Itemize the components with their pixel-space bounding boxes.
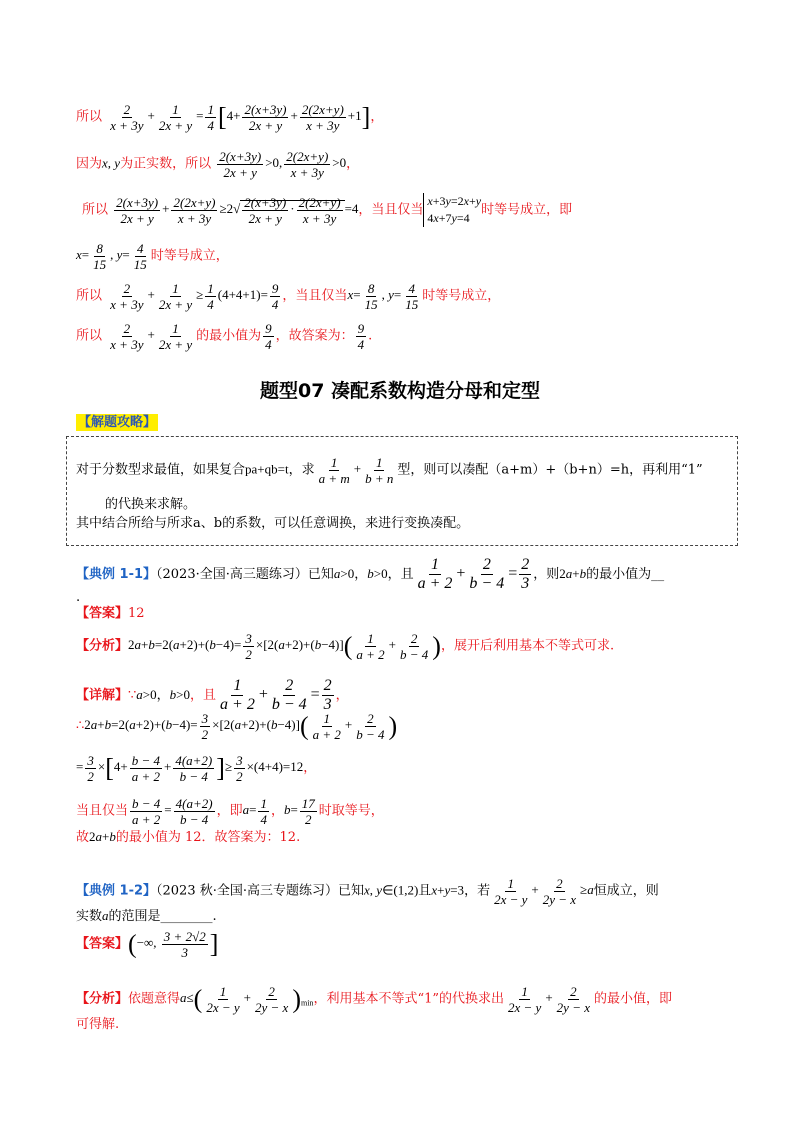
- example-1-2-answer: 【答案】(−∞, $\frac{3 + 2√2}{3}$ ]: [76, 929, 219, 960]
- line-6: 所以 $\frac{2}{x + 3y}$ + $\frac{1}{2x + y}$ 的最小值为 $\frac{9}{4}$ ，故答案为： $\frac{9}{4}$ .: [76, 321, 373, 352]
- line-3: 所以 $\frac{2(x+3y)}{2x + y}$ + $\frac{2(2x+y)}{x + 3y}$ ≥2√ $\frac{2(x+3y)}{2x + y}$ · $\frac{2(2x+y)}{x + 3y}$ =4，当且仅当x+3y=2x+y 4x+7y=4时等号成立，即: [82, 194, 573, 226]
- example-1-2-analysis: 【分析】依题意得a≤( $\frac{1}{2x - y}$ + $\frac{2}{2y - x}$ )$_{min}$，利用基本不等式“1”的代换求出 $\frac{1}{2x - y}$ + $\frac{2}{2y - x}$ 的最小值，即: [76, 984, 672, 1015]
- example-1-1-detail: 【详解】∵a>0，b>0，且 $\frac{1}{a + 2}$ + $\frac{2}{b - 4}$ = $\frac{2}{3}$ ，: [76, 677, 349, 713]
- example-1-1-final: 故2a+b的最小值为 12．故答案为：12.: [76, 829, 301, 845]
- formula-1: $\frac{2}{x + 3y}$ + $\frac{1}{2x + y}$ = $\frac{1}{4}$ [4+ $\frac{2(x+3y)}{2x + y}$ + $\frac{2(2x+y)}{x + 3y}$ +1]: [110, 102, 371, 133]
- example-1-2-header: 【典例 1-2】（2023 秋·全国·高三专题练习）已知x, y∈(1,2)且x+y=3，若 $\frac{1}{2x - y}$ + $\frac{2}{2y - x}$ ≥a恒成立，则: [76, 876, 659, 907]
- example-1-2-analysis-end: 可得解.: [76, 1017, 120, 1032]
- line-5: 所以 $\frac{2}{x + 3y}$ + $\frac{1}{2x + y}$ ≥ $\frac{1}{4}$ (4+4+1)= $\frac{9}{4}$ ，当且仅当x= $\frac{8}{15}$ , y= $\frac{4}{15}$ 时等号成立，: [76, 281, 501, 312]
- section-title: 题型07 凑配系数构造分母和定型: [259, 380, 541, 402]
- line-2: 因为x, y为正实数，所以 $\frac{2(x+3y)}{2x + y}$ >0, $\frac{2(2x+y)}{x + 3y}$ >0，: [76, 149, 360, 180]
- example-1-1-step-2: = $\frac{3}{2}$ ×[4+ $\frac{b - 4}{a + 2}$ + $\frac{4(a+2)}{b - 4}$ ]≥ $\frac{3}{2}$ ×(4+4)=12，: [76, 753, 317, 784]
- line-1: 所以 $\frac{2}{x + 3y}$ + $\frac{1}{2x + y}$ = $\frac{1}{4}$ [4+ $\frac{2(x+3y)}{2x + y}$ + $\frac{2(2x+y)}{x + 3y}$ +1]，: [76, 102, 384, 133]
- line-4: x= $\frac{8}{15}$ , y= $\frac{4}{15}$ 时等号成立，: [76, 241, 229, 272]
- strategy-line-1: 对于分数型求最值，如果复合pa+qb=t，求 $\frac{1}{a + m}$ + $\frac{1}{b + n}$ 型，则可以凑配（a+m）+（b+n）=h，再利用“1”: [76, 455, 703, 486]
- example-1-1-equality: 当且仅当 $\frac{b - 4}{a + 2}$ = $\frac{4(a+2)}{b - 4}$ ，即a= $\frac{1}{4}$ ，b= $\frac{17}{2}$ 时取等号，: [76, 796, 384, 827]
- example-1-1-answer: 【答案】12: [76, 606, 145, 621]
- strategy-line-2: 的代换来求解。: [105, 497, 197, 512]
- example-1-1-header: 【典例 1-1】（2023·全国·高三题练习）已知a>0，b>0，且 $\frac{1}{a + 2}$ + $\frac{2}{b - 4}$ = $\frac{2}{3}$ ，则2a+b的最小值为__: [76, 556, 665, 592]
- example-1-2-question: 实数a的范围是________.: [76, 908, 217, 924]
- example-1-1-step-1: ∴2a+b=2(a+2)+(b−4)= $\frac{3}{2}$ ×[2(a+2)+(b−4)]( $\frac{1}{a + 2}$ + $\frac{2}{b - 4}$ ): [76, 711, 398, 742]
- strategy-label: 【解题攻略】: [78, 415, 157, 430]
- strategy-line-3: 其中结合所给与所求a、b的系数，可以任意调换，来进行变换凑配。: [76, 516, 470, 531]
- example-1-1-analysis: 【分析】2a+b=2(a+2)+(b−4)= $\frac{3}{2}$ ×[2(a+2)+(b−4)]( $\frac{1}{a + 2}$ + $\frac{2}{b - 4}$ )，展开后利用基本不等式可求.: [76, 631, 615, 662]
